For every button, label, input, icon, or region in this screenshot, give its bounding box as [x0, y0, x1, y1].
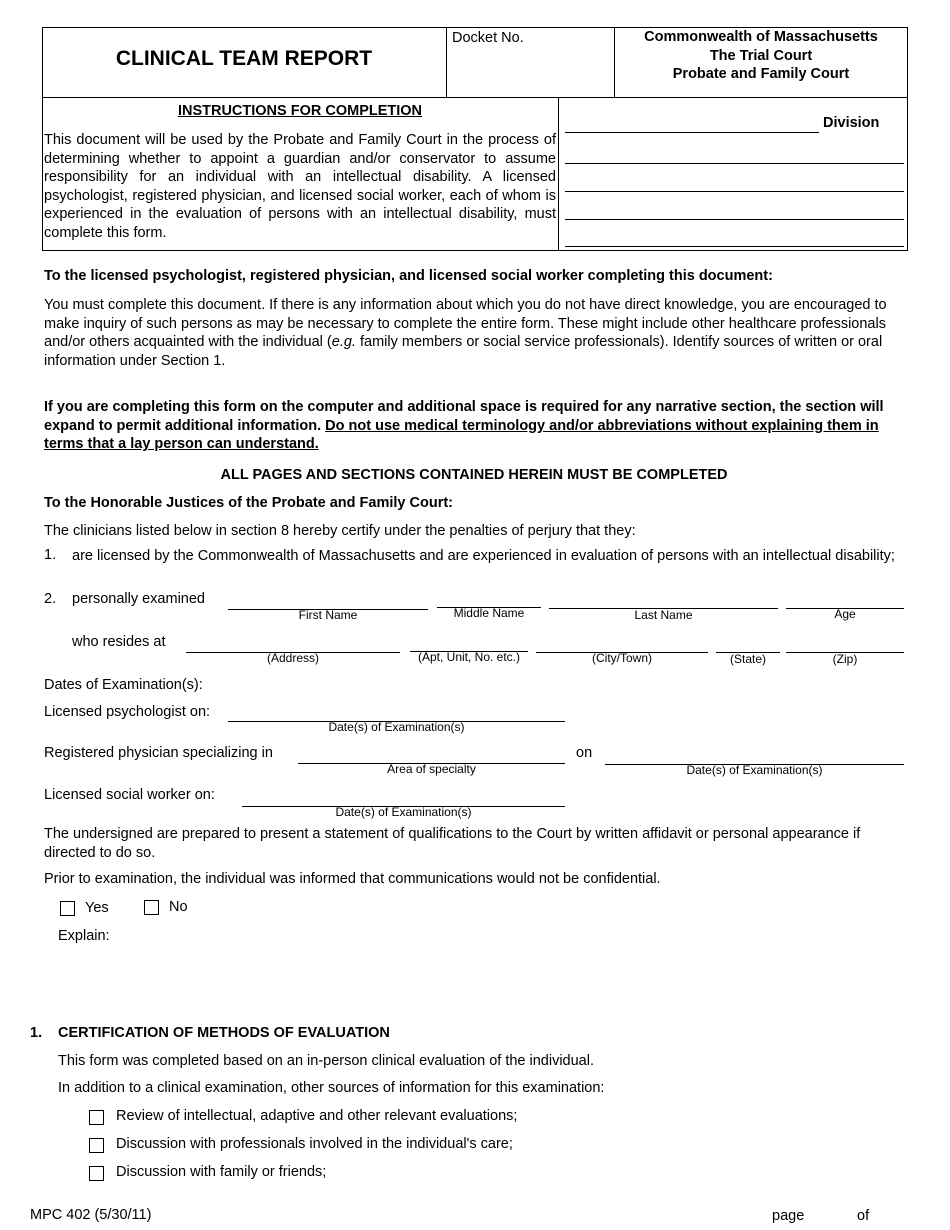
zip-caption: (Zip)	[832, 652, 858, 666]
notice-text: If you are completing this form on the computer and additional space is required for any narrative section, the section will expand to permit additional information.	[44, 399, 884, 434]
division-input-line[interactable]	[565, 132, 819, 133]
social-worker-dates-caption: Date(s) of Examination(s)	[335, 805, 472, 819]
division-line[interactable]	[565, 163, 904, 164]
court-line: Commonwealth of Massachusetts	[644, 29, 878, 45]
intro-eg: e.g.	[331, 334, 356, 350]
notice-warning: Do not use medical terminology and/or abbreviations without explaining them in terms that a lay person can understand.	[44, 417, 879, 452]
city-caption: (City/Town)	[591, 651, 652, 665]
personally-examined-label: personally examined	[72, 591, 205, 607]
evaluations-label: Review of intellectual, adaptive and other relevant evaluations;	[116, 1108, 518, 1124]
division-label: Division	[823, 115, 880, 131]
family-label: Discussion with family or friends;	[116, 1164, 327, 1180]
page-label: page	[772, 1208, 805, 1224]
division-line[interactable]	[565, 191, 904, 192]
instructions-title: INSTRUCTIONS FOR COMPLETION	[177, 103, 423, 119]
resides-at-label: who resides at	[72, 634, 166, 650]
computer-notice	[44, 398, 904, 454]
header-divider	[42, 97, 908, 98]
professionals-checkbox[interactable]	[89, 1138, 104, 1153]
evaluations-checkbox[interactable]	[89, 1110, 104, 1125]
list-item-licensed: are licensed by the Commonwealth of Massachusetts and are experienced in evaluation of persons with an intellectual disability;	[72, 548, 895, 564]
physician-label: Registered physician specializing in	[44, 745, 273, 761]
court-line: The Trial Court	[709, 47, 813, 64]
qualifications-statement: The undersigned are prepared to present a statement of qualifications to the Court by written affidavit or personal appearance if directed to do so.	[44, 826, 861, 861]
age-caption: Age	[834, 607, 856, 621]
salutation: To the Honorable Justices of the Probate and Family Court:	[44, 495, 454, 511]
psychologist-label: Licensed psychologist on:	[44, 704, 211, 720]
psychologist-dates-caption: Date(s) of Examination(s)	[328, 720, 465, 734]
header-divider	[446, 27, 447, 97]
no-checkbox[interactable]	[144, 900, 159, 915]
intro-text: family members or social service professionals). Identify sources of written or oral information under Section 1.	[44, 334, 883, 369]
all-pages-notice: ALL PAGES AND SECTIONS CONTAINED HEREIN MUST BE COMPLETED	[220, 467, 728, 483]
yes-checkbox[interactable]	[60, 901, 75, 916]
middle-name-caption: Middle Name	[453, 606, 525, 620]
specialty-caption: Area of specialty	[387, 762, 476, 776]
docket-number-input[interactable]	[450, 52, 612, 90]
docket-label: Docket No.	[452, 30, 524, 46]
instructions-text: This document will be used by the Probate and Family Court in the process of determining whether to appoint a guardian and/or conservator to assume responsibility for an individual with an intellectual disability. A licensed psychologist, registered physician, and licensed social worker, each of whom is experienced in the evaluation of persons with an intellectual disability, must complete this form.	[44, 132, 556, 241]
form-title: CLINICAL TEAM REPORT	[115, 47, 373, 70]
section-number: 1.	[30, 1025, 43, 1041]
list-number: 1.	[44, 547, 57, 563]
intro-paragraph	[44, 296, 904, 370]
intro-text: You must complete this document. If there is any information about which you do not have direct knowledge, you are encouraged to make inquiry of such persons as may be necessary to complete the entire form. These might include other healthcare professionals and/or others acquainted with the individual (	[44, 297, 887, 350]
intro-heading: To the licensed psychologist, registered physician, and licensed social worker completing this document:	[44, 268, 773, 284]
dates-of-examination-label: Dates of Examination(s):	[44, 677, 203, 693]
physician-dates-caption: Date(s) of Examination(s)	[686, 763, 823, 777]
division-line[interactable]	[565, 219, 904, 220]
apt-caption: (Apt, Unit, No. etc.)	[417, 650, 521, 664]
section-title: CERTIFICATION OF METHODS OF EVALUATION	[58, 1025, 390, 1041]
yes-label: Yes	[85, 900, 109, 916]
of-label: of	[857, 1208, 870, 1224]
social-worker-label: Licensed social worker on:	[44, 787, 215, 803]
section-line: This form was completed based on an in-person clinical evaluation of the individual.	[58, 1053, 594, 1069]
confidentiality-statement: Prior to examination, the individual was informed that communications would not be confidential.	[44, 871, 661, 887]
no-label: No	[169, 899, 188, 915]
explain-label: Explain:	[58, 928, 110, 944]
family-checkbox[interactable]	[89, 1166, 104, 1181]
first-name-caption: First Name	[298, 608, 358, 622]
on-label: on	[576, 745, 593, 761]
section-line: In addition to a clinical examination, other sources of information for this examination:	[58, 1080, 605, 1096]
header-divider	[558, 97, 559, 251]
professionals-label: Discussion with professionals involved in the individual's care;	[116, 1136, 513, 1152]
address-caption: (Address)	[266, 651, 319, 665]
division-line[interactable]	[565, 246, 904, 247]
form-id: MPC 402 (5/30/11)	[30, 1207, 152, 1223]
explain-textarea[interactable]	[120, 925, 904, 1009]
last-name-caption: Last Name	[634, 608, 693, 622]
certify-statement: The clinicians listed below in section 8 hereby certify under the penalties of perjury that they:	[44, 523, 636, 539]
list-number: 2.	[44, 591, 57, 607]
court-name	[614, 28, 908, 84]
state-caption: (State)	[729, 652, 766, 666]
court-line: Probate and Family Court	[672, 66, 850, 82]
